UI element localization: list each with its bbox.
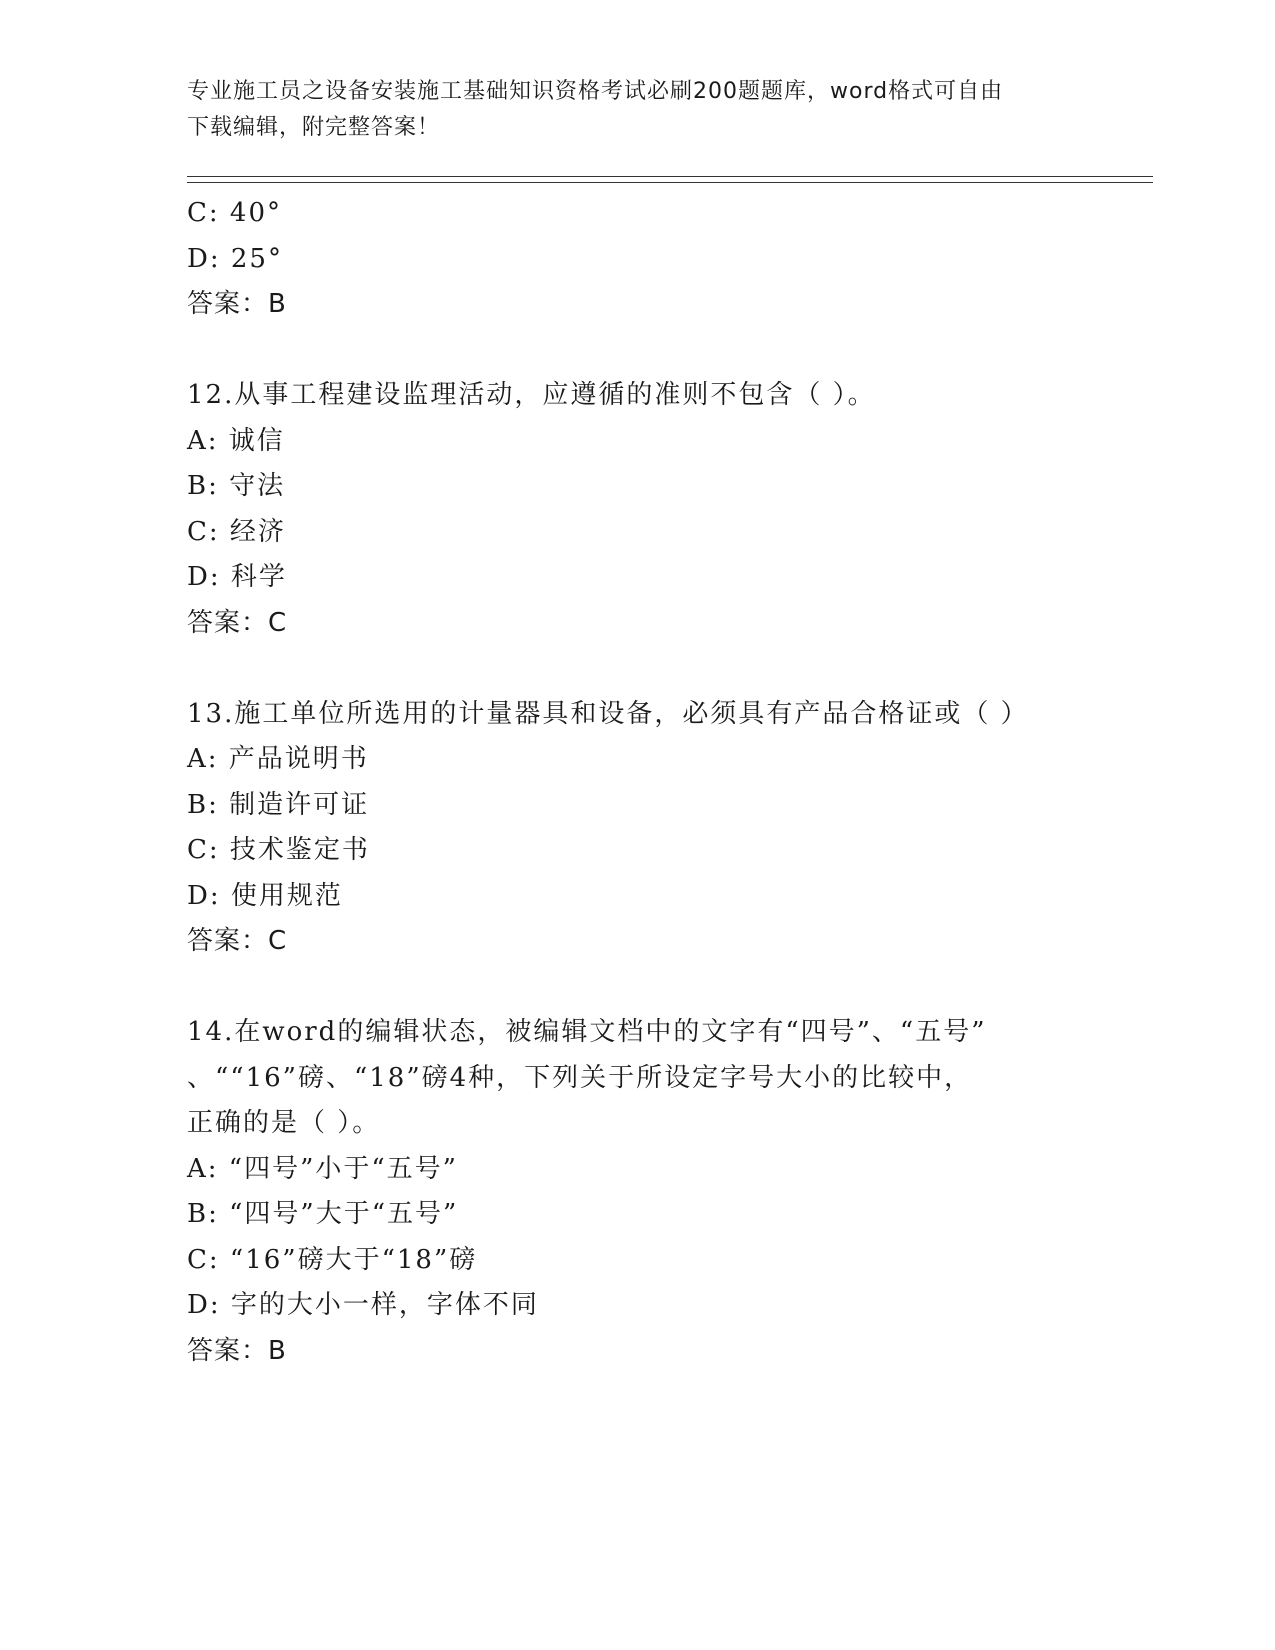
- header-line-1: 专业施工员之设备安装施工基础知识资格考试必刷200题题库，word格式可自由: [187, 79, 1004, 104]
- option-a: A: “四号”小于“五号”: [187, 1153, 458, 1184]
- option-b: B: 守法: [187, 471, 286, 501]
- answer-line: 答案：B: [187, 289, 287, 319]
- option-b: B: 制造许可证: [187, 789, 370, 820]
- spacer: [187, 328, 1067, 374]
- question-stem-line-2: 、““16”磅、“18”磅4种，下列关于所设定字号大小的比较中，: [187, 1062, 973, 1093]
- option-a: A: 产品说明书: [187, 744, 369, 774]
- question-stem: 12.从事工程建设监理活动，应遵循的准则不包含（ ）。: [187, 380, 876, 410]
- question-stem: 13.施工单位所选用的计量器具和设备，必须具有产品合格证或（ ）: [187, 698, 1029, 729]
- spacer: [187, 646, 1067, 692]
- option-d: D: 科学: [187, 562, 287, 592]
- header-divider-bottom: [187, 182, 1153, 183]
- answer-line: 答案：C: [187, 926, 288, 956]
- document-header: [187, 74, 1067, 146]
- option-d: D: 字的大小一样，字体不同: [187, 1290, 539, 1320]
- option-d: D: 25°: [187, 243, 283, 274]
- answer-line: 答案：C: [187, 607, 288, 638]
- question-stem-line-3: 正确的是（ ）。: [187, 1108, 381, 1138]
- option-b: B: “四号”大于“五号”: [187, 1199, 459, 1229]
- header-divider-top: [187, 176, 1153, 177]
- option-c: C: 技术鉴定书: [187, 835, 370, 865]
- option-c: C: 40°: [187, 198, 283, 228]
- answer-line: 答案：B: [187, 1335, 287, 1366]
- question-stem-line-1: 14.在word的编辑状态，被编辑文档中的文字有“四号”、“五号”: [187, 1017, 987, 1047]
- option-a: A: 诚信: [187, 425, 285, 456]
- option-c: C: 经济: [187, 516, 286, 547]
- question-content: [187, 191, 1067, 1374]
- spacer: [187, 965, 1067, 1011]
- header-line-2: 下载编辑，附完整答案！: [187, 115, 441, 140]
- option-c: C: “16”磅大于“18”磅: [187, 1244, 478, 1275]
- option-d: D: 使用规范: [187, 880, 343, 911]
